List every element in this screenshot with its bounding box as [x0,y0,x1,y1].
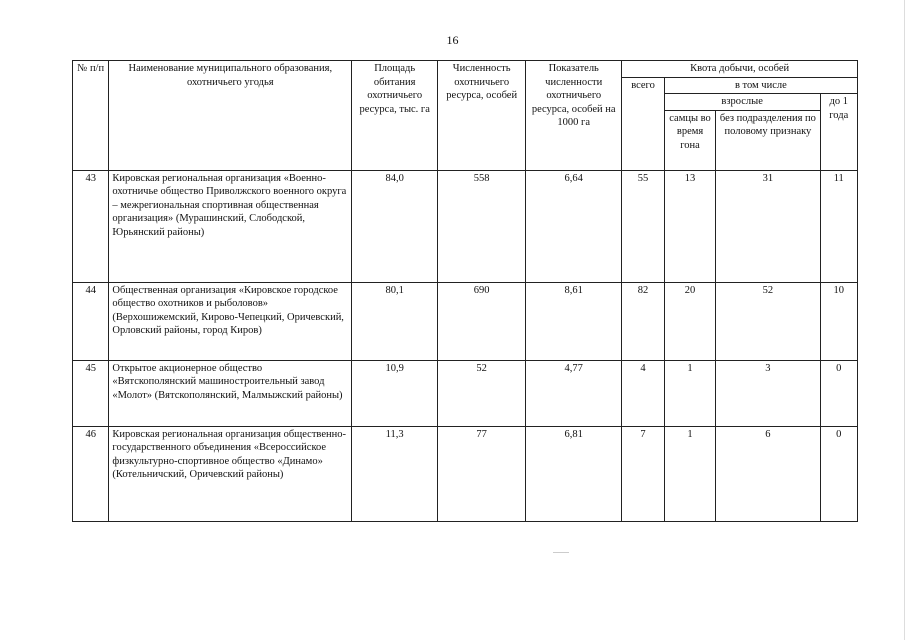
table-header [73,61,858,171]
cell-density: 8,61 [526,282,622,360]
cell-density: 6,81 [526,426,622,521]
header-including: в том числе [664,77,857,94]
header-males-rut: самцы во время гона [664,110,716,170]
cell-no-sex: 52 [716,282,820,360]
header-under1: до 1 года [820,94,857,171]
table-row [73,282,858,360]
cell-males-rut: 13 [664,170,716,282]
cell-count: 690 [438,282,526,360]
cell-name: Открытое акционерное общество «Вятскополянский машиностроительный завод «Молот» (Вятскополянский, Малмыжский районы) [109,360,352,426]
cell-total: 55 [622,170,664,282]
cell-total: 82 [622,282,664,360]
cell-no-sex: 6 [716,426,820,521]
header-quota: Квота добычи, особей [622,61,858,78]
cell-males-rut: 1 [664,360,716,426]
header-adults: взрослые [664,94,820,111]
header-density: Показатель численности охотничьего ресурса, особей на 1000 га [526,61,622,171]
table-row [73,170,858,282]
quota-table [72,60,858,522]
cell-area: 10,9 [352,360,438,426]
cell-under1: 0 [820,360,857,426]
cell-total: 7 [622,426,664,521]
cell-num: 46 [73,426,109,521]
header-no-sex: без подразделения по половому признаку [716,110,820,170]
cell-males-rut: 1 [664,426,716,521]
cell-name: Кировская региональная организация «Военно-охотничье общество Приволжского военного округа – межрегиональная спортивная общественная организация» (Мурашинский, Слободской, Юрьянский районы) [109,170,352,282]
cell-no-sex: 31 [716,170,820,282]
table-row [73,426,858,521]
cell-area: 11,3 [352,426,438,521]
cell-count: 77 [438,426,526,521]
cell-count: 558 [438,170,526,282]
cell-males-rut: 20 [664,282,716,360]
cell-area: 84,0 [352,170,438,282]
cell-density: 4,77 [526,360,622,426]
cell-name: Кировская региональная организация общественно-государственного объединения «Всероссийское физкультурно-спортивное общество «Динамо» (Котельничский, Оричевский районы) [109,426,352,521]
table-body [73,170,858,521]
cell-total: 4 [622,360,664,426]
header-area: Площадь обитания охотничьего ресурса, тыс. га [352,61,438,171]
header-name: Наименование муниципального образования, охотничьего угодья [109,61,352,171]
cell-name: Общественная организация «Кировское городское общество охотников и рыболовов» (Верхошижемский, Кирово-Чепецкий, Оричевский, Орловский районы, город Киров) [109,282,352,360]
cell-count: 52 [438,360,526,426]
cell-num: 44 [73,282,109,360]
cell-area: 80,1 [352,282,438,360]
cell-under1: 10 [820,282,857,360]
header-num: № п/п [73,61,109,171]
header-total: всего [622,77,664,170]
cell-under1: 11 [820,170,857,282]
cell-under1: 0 [820,426,857,521]
header-count: Численность охотничьего ресурса, особей [438,61,526,171]
cell-density: 6,64 [526,170,622,282]
cell-no-sex: 3 [716,360,820,426]
scan-artifact [553,552,569,553]
page-number: 16 [446,33,459,47]
cell-num: 45 [73,360,109,426]
cell-num: 43 [73,170,109,282]
table-row [73,360,858,426]
